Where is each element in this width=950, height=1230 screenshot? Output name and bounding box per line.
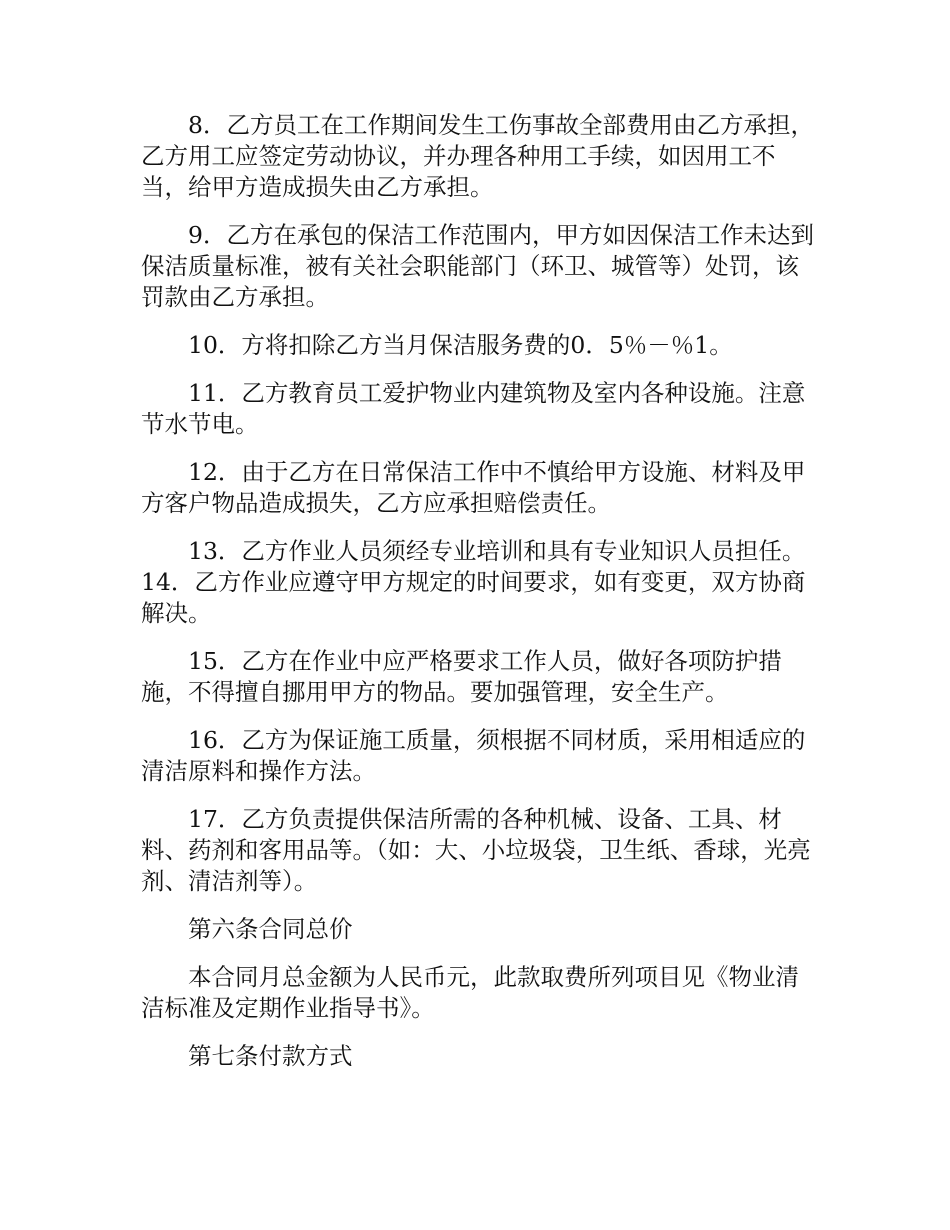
clause-16: 16．乙方为保证施工质量，须根据不同材质，采用相适应的清洁原料和操作方法。 [141, 726, 806, 785]
clause-17: 17．乙方负责提供保洁所需的各种机械、设备、工具、材料、药剂和客用品等。（如：大、小垃圾袋，卫生纸、香球，光亮剂、清洁剂等）。 [141, 805, 811, 895]
clause-15: 15．乙方在作业中应严格要求工作人员，做好各项防护措施，不得擅自挪用甲方的物品。要加强管理，安全生产。 [141, 647, 782, 706]
clause-11: 11．乙方教育员工爱护物业内建筑物及室内各种设施。注意节水节电。 [141, 379, 806, 438]
article-6-body: 本合同月总金额为人民币元，此款取费所列项目见《物业清洁标准及定期作业指导书》。 [141, 963, 799, 1022]
clause-14: 14．乙方作业应遵守甲方规定的时间要求，如有变更，双方协商解决。 [141, 568, 806, 627]
clause-10: 10．方将扣除乙方当月保洁服务费的0．5％－％1。 [188, 331, 733, 359]
article-7-heading: 第七条付款方式 [188, 1042, 353, 1070]
clause-9: 9．乙方在承包的保洁工作范围内，甲方如因保洁工作未达到保洁质量标准，被有关社会职能部门（环卫、城管等）处罚，该罚款由乙方承担。 [141, 221, 814, 311]
article-6-heading: 第六条合同总价 [188, 915, 353, 943]
clause-8: 8．乙方员工在工作期间发生工伤事故全部费用由乙方承担，乙方用工应签定劳动协议，并办理各种用工手续，如因用工不当，给甲方造成损失由乙方承担。 [141, 111, 814, 201]
clause-13: 13．乙方作业人员须经专业培训和具有专业知识人员担任。 [188, 537, 806, 565]
document-page [141, 110, 821, 1089]
clause-12: 12．由于乙方在日常保洁工作中不慎给甲方设施、材料及甲方客户物品造成损失，乙方应承担赔偿责任。 [141, 458, 806, 517]
